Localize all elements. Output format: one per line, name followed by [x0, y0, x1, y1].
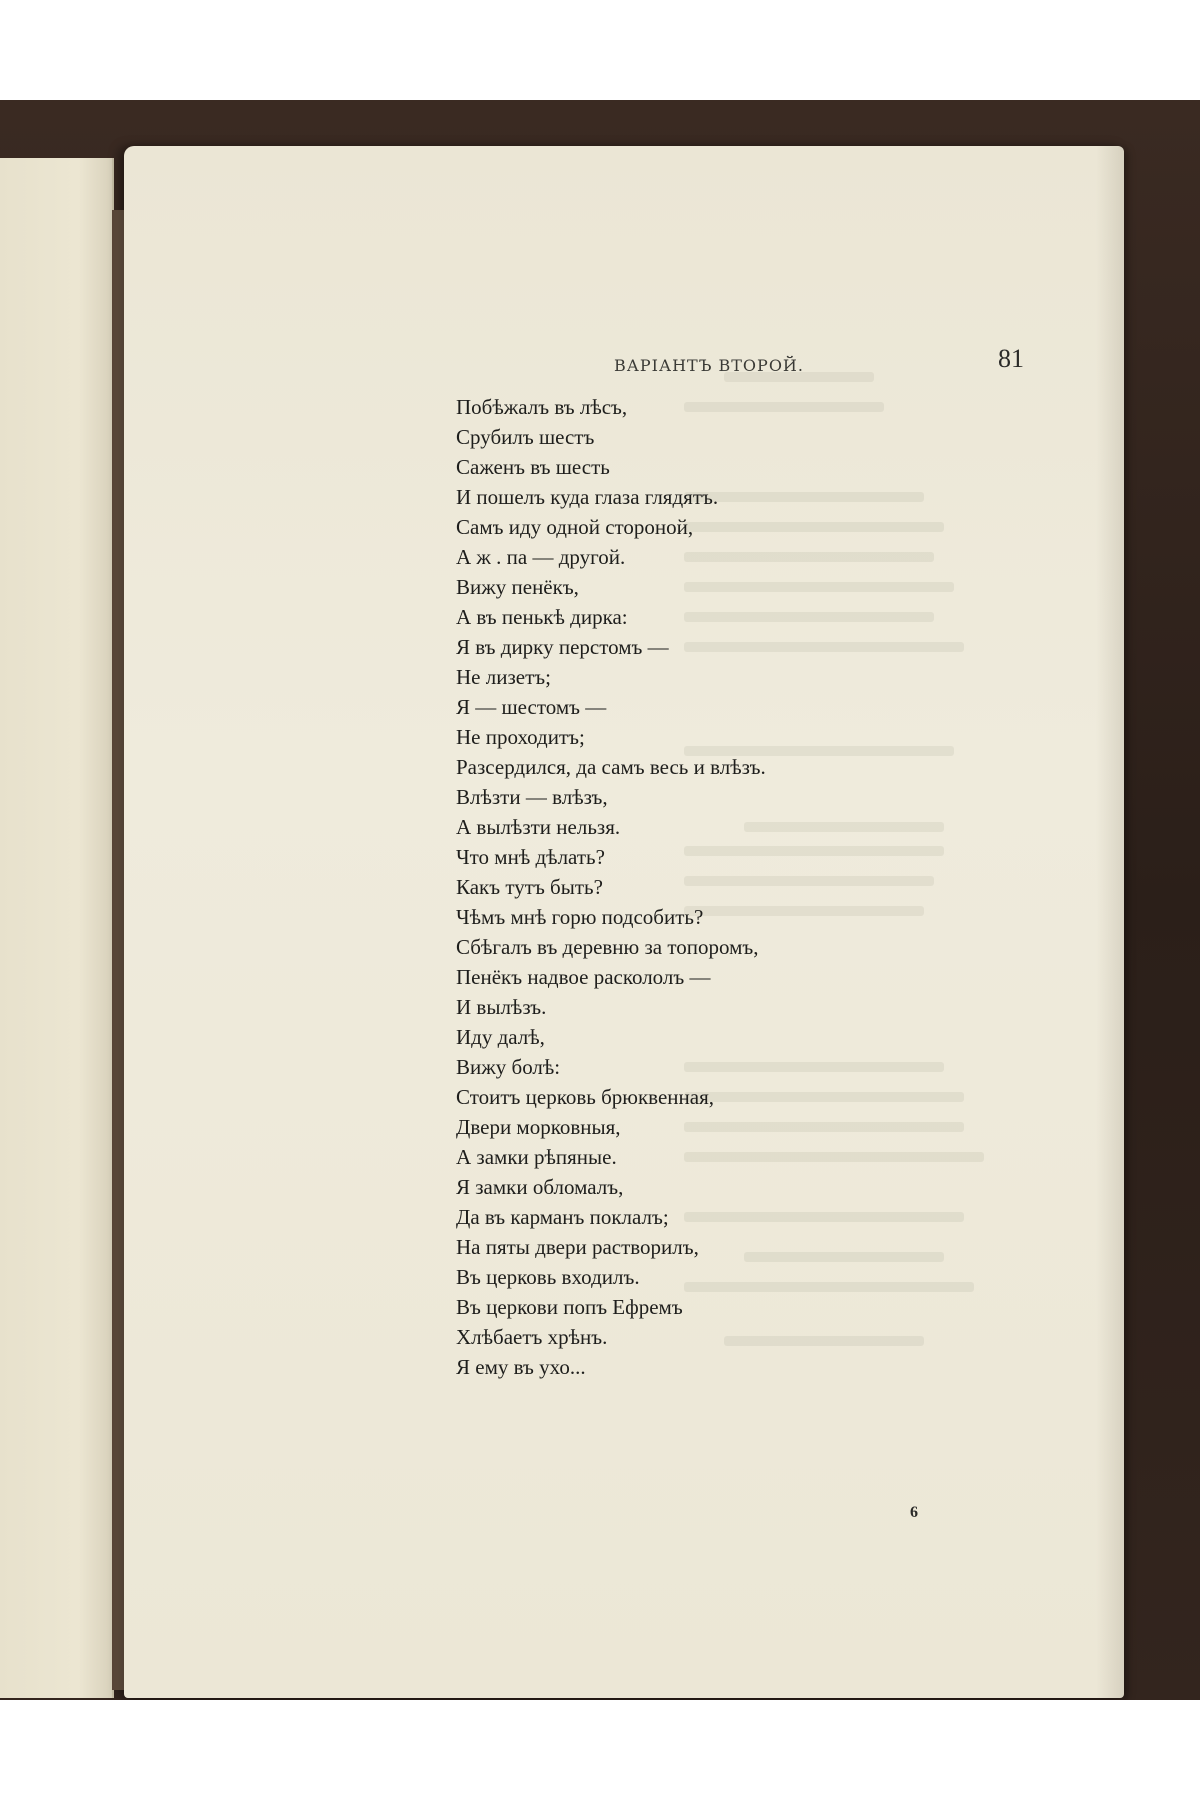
poem-line: А замки рѣпяные.	[456, 1145, 617, 1169]
poem-line: Чѣмъ мнѣ горю подсобить?	[456, 905, 704, 929]
page-edge-shadow	[1096, 146, 1124, 1698]
poem-line: А въ пенькѣ дирка:	[456, 605, 628, 629]
poem-line: Какъ тутъ быть?	[456, 875, 603, 899]
poem-line: Я въ дирку перстомъ —	[456, 635, 669, 659]
book-photo	[0, 100, 1200, 1700]
poem-line: Не проходитъ;	[456, 725, 585, 749]
poem-line: Да въ карманъ поклалъ;	[456, 1205, 669, 1229]
poem-line: Стоитъ церковь брюквенная,	[456, 1085, 714, 1109]
poem-line: А ж . па — другой.	[456, 545, 626, 569]
poem-line: Въ церковь входилъ.	[456, 1265, 640, 1289]
poem-line: Пенёкъ надвое раскололъ —	[456, 965, 711, 989]
poem-line: Въ церкови попъ Ефремъ	[456, 1295, 683, 1319]
running-header: ВАРІАНТЪ ВТОРОЙ.	[614, 356, 804, 375]
poem-line: И пошелъ куда глаза глядятъ.	[456, 485, 719, 509]
poem-line: Разсердился, да самъ весь и влѣзъ.	[456, 755, 766, 779]
poem-line: Я замки обломалъ,	[456, 1175, 624, 1199]
poem-line: Вижу болѣ:	[456, 1055, 561, 1079]
poem-line: Сбѣгалъ въ деревню за топоромъ,	[456, 935, 759, 959]
poem-line: Иду далѣ,	[456, 1025, 545, 1049]
poem-line: Побѣжалъ въ лѣсъ,	[456, 395, 628, 419]
binding-edge	[112, 210, 124, 1690]
poem-line: Что мнѣ дѣлать?	[456, 845, 605, 869]
poem-line: Самъ иду одной стороной,	[456, 515, 694, 539]
poem-line: Я — шестомъ —	[456, 695, 607, 719]
poem-line: На пяты двери растворилъ,	[456, 1235, 699, 1259]
page-number: 81	[998, 344, 1024, 373]
poem-line: Я ему въ ухо...	[456, 1355, 586, 1379]
poem-text	[456, 392, 916, 1382]
poem-line: И вылѣзъ.	[456, 995, 547, 1019]
poem-line: Хлѣбаетъ хрѣнъ.	[456, 1325, 608, 1349]
right-page	[124, 146, 1124, 1698]
poem-line: Двери морковныя,	[456, 1115, 621, 1139]
poem-line: Влѣзти — влѣзъ,	[456, 785, 608, 809]
poem-line: А вылѣзти нельзя.	[456, 815, 621, 839]
poem-line: Саженъ въ шесть	[456, 455, 610, 479]
poem-line: Не лизетъ;	[456, 665, 551, 689]
left-page	[0, 158, 114, 1698]
signature-mark: 6	[910, 1504, 918, 1521]
poem-line: Вижу пенёкъ,	[456, 575, 579, 599]
poem-line: Срубилъ шестъ	[456, 425, 595, 449]
